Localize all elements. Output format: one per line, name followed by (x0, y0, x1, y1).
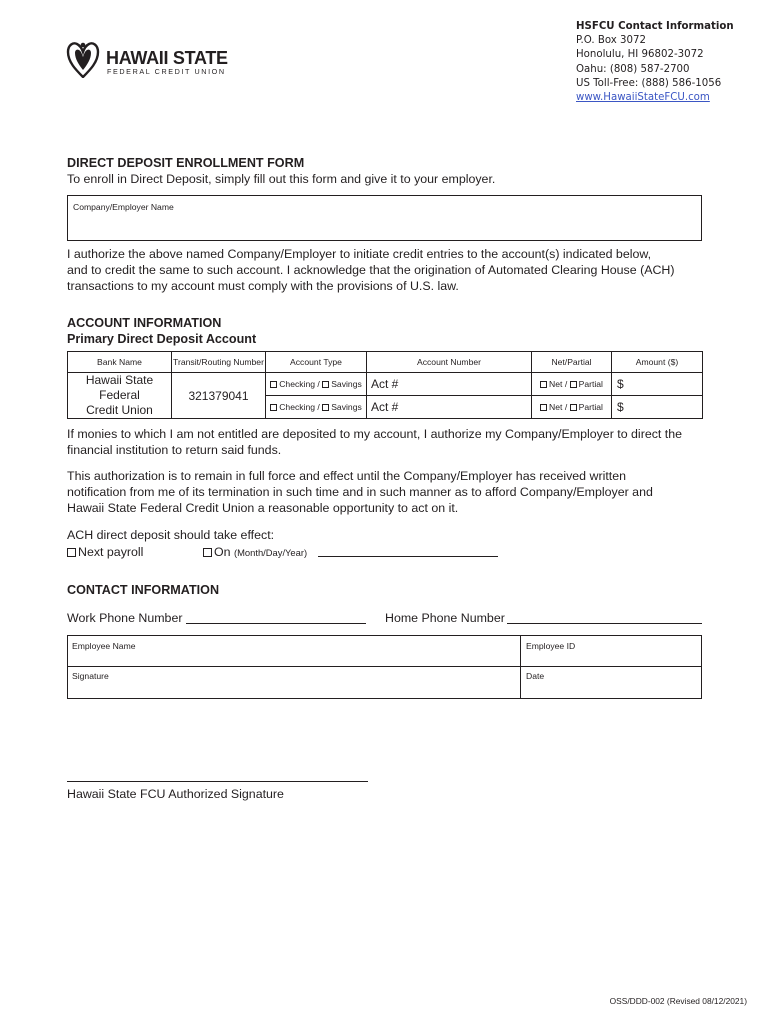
work-phone-field[interactable] (186, 623, 366, 624)
dollar-sign: $ (617, 400, 624, 414)
date-label: Date (526, 671, 545, 681)
form-intro: To enroll in Direct Deposit, simply fill out this form and give it to your employer. (67, 172, 496, 186)
paragraph-line: financial institution to return said funds. (67, 443, 282, 457)
authorized-signature-label: Hawaii State FCU Authorized Signature (67, 787, 284, 801)
net-checkbox[interactable] (540, 404, 547, 411)
contact-po-box: P.O. Box 3072 (576, 35, 646, 47)
website-link[interactable]: www.HawaiiStateFCU.com (576, 92, 710, 104)
contact-tollfree-phone: US Toll-Free: (888) 586-1056 (576, 77, 722, 89)
slash: / (317, 379, 320, 389)
net-checkbox[interactable] (540, 381, 547, 388)
date-field[interactable] (521, 667, 702, 699)
contact-oahu-phone: Oahu: (808) 587-2700 (576, 63, 690, 75)
col-bank-name: Bank Name (68, 352, 172, 373)
col-account-number: Account Number (367, 352, 532, 373)
contact-info-heading: CONTACT INFORMATION (67, 583, 220, 597)
next-payroll-label: Next payroll (78, 545, 144, 559)
col-net-partial: Net/Partial (532, 352, 612, 373)
net-partial-cell (532, 396, 612, 419)
account-type-cell (266, 373, 367, 396)
account-type-cell (266, 396, 367, 419)
employee-name-field[interactable] (67, 635, 520, 666)
contact-block (576, 20, 756, 105)
work-phone-label: Work Phone Number (67, 611, 183, 625)
effect-label: ACH direct deposit should take effect: (67, 528, 275, 542)
account-number-field[interactable] (367, 373, 532, 396)
amount-field[interactable] (612, 373, 703, 396)
partial-checkbox[interactable] (570, 404, 577, 411)
bank-name-cell (68, 373, 172, 419)
col-routing-number: Transit/Routing Number (172, 352, 266, 373)
authorization-line: transactions to my account must comply with the provisions of U.S. law. (67, 279, 459, 293)
dollar-sign: $ (617, 377, 624, 391)
net-label: Net (549, 379, 563, 389)
routing-number-cell: 321379041 (172, 373, 266, 419)
employee-id-field[interactable] (521, 635, 702, 666)
logo-name: HAWAII STATE (106, 48, 228, 68)
savings-label: Savings (331, 402, 362, 412)
savings-label: Savings (331, 379, 362, 389)
net-label: Net (549, 402, 563, 412)
form-title: DIRECT DEPOSIT ENROLLMENT FORM (67, 156, 305, 170)
partial-checkbox[interactable] (570, 381, 577, 388)
on-date-option[interactable] (203, 544, 307, 561)
on-date-hint: (Month/Day/Year) (233, 547, 308, 558)
signature-label: Signature (72, 671, 109, 681)
employer-name-label: Company/Employer Name (73, 202, 174, 212)
hsfcu-logo (66, 40, 256, 78)
col-amount: Amount ($) (612, 352, 703, 373)
bank-name-line: Hawaii State Federal (85, 373, 154, 402)
next-payroll-checkbox[interactable] (67, 548, 76, 557)
on-date-field[interactable] (318, 556, 498, 557)
slash: / (317, 402, 320, 412)
contact-title: HSFCU Contact Information (576, 21, 734, 32)
net-partial-cell (532, 373, 612, 396)
act-prefix: Act # (371, 377, 399, 391)
signature-field[interactable] (67, 667, 520, 699)
savings-checkbox[interactable] (322, 404, 329, 411)
home-phone-label: Home Phone Number (385, 611, 505, 625)
home-phone-field[interactable] (507, 623, 702, 624)
employer-name-field[interactable] (67, 195, 702, 241)
logo-subtitle: FEDERAL CREDIT UNION (107, 67, 226, 76)
duration-paragraph (67, 468, 653, 516)
account-table (67, 351, 703, 419)
hsfcu-logo-icon (66, 40, 100, 78)
paragraph-line: If monies to which I am not entitled are deposited to my account, I authorize my Company/Employer to direct the (67, 427, 683, 441)
on-date-checkbox[interactable] (203, 548, 212, 557)
checking-label: Checking (279, 402, 316, 412)
primary-account-subheading: Primary Direct Deposit Account (67, 332, 257, 346)
next-payroll-option[interactable] (67, 544, 143, 560)
account-table-header (68, 352, 703, 373)
form-revision: OSS/DDD-002 (Revised 08/12/2021) (609, 996, 747, 1006)
paragraph-line: This authorization is to remain in full force and effect until the Company/Employer has received written (67, 469, 627, 483)
authorization-line: I authorize the above named Company/Employer to initiate credit entries to the account(s) indicated below, (67, 247, 652, 261)
amount-field[interactable] (612, 396, 703, 419)
partial-label: Partial (578, 402, 603, 412)
on-label: On (214, 545, 231, 559)
table-row (68, 373, 703, 396)
slash: / (564, 402, 568, 412)
checking-checkbox[interactable] (270, 404, 277, 411)
checking-checkbox[interactable] (270, 381, 277, 388)
slash: / (564, 379, 568, 389)
account-number-field[interactable] (367, 396, 532, 419)
checking-label: Checking (279, 379, 316, 389)
savings-checkbox[interactable] (322, 381, 329, 388)
act-prefix: Act # (371, 400, 399, 414)
authorized-signature-line[interactable] (67, 781, 368, 782)
account-info-heading: ACCOUNT INFORMATION (67, 316, 222, 330)
partial-label: Partial (578, 379, 603, 389)
employee-name-label: Employee Name (72, 641, 136, 651)
bank-name-line: Credit Union (86, 403, 153, 417)
authorization-paragraph (67, 246, 675, 294)
monies-paragraph (67, 426, 682, 458)
contact-city: Honolulu, HI 96802-3072 (576, 49, 704, 61)
paragraph-line: Hawaii State Federal Credit Union a reasonable opportunity to act on it. (67, 501, 459, 515)
col-account-type: Account Type (266, 352, 367, 373)
employee-id-label: Employee ID (526, 641, 576, 651)
authorization-line: and to credit the same to such account. I acknowledge that the origination of Automated Clearing House (ACH) (67, 263, 675, 277)
paragraph-line: notification from me of its termination in such time and in such manner as to afford Company/Employer and (67, 485, 653, 499)
